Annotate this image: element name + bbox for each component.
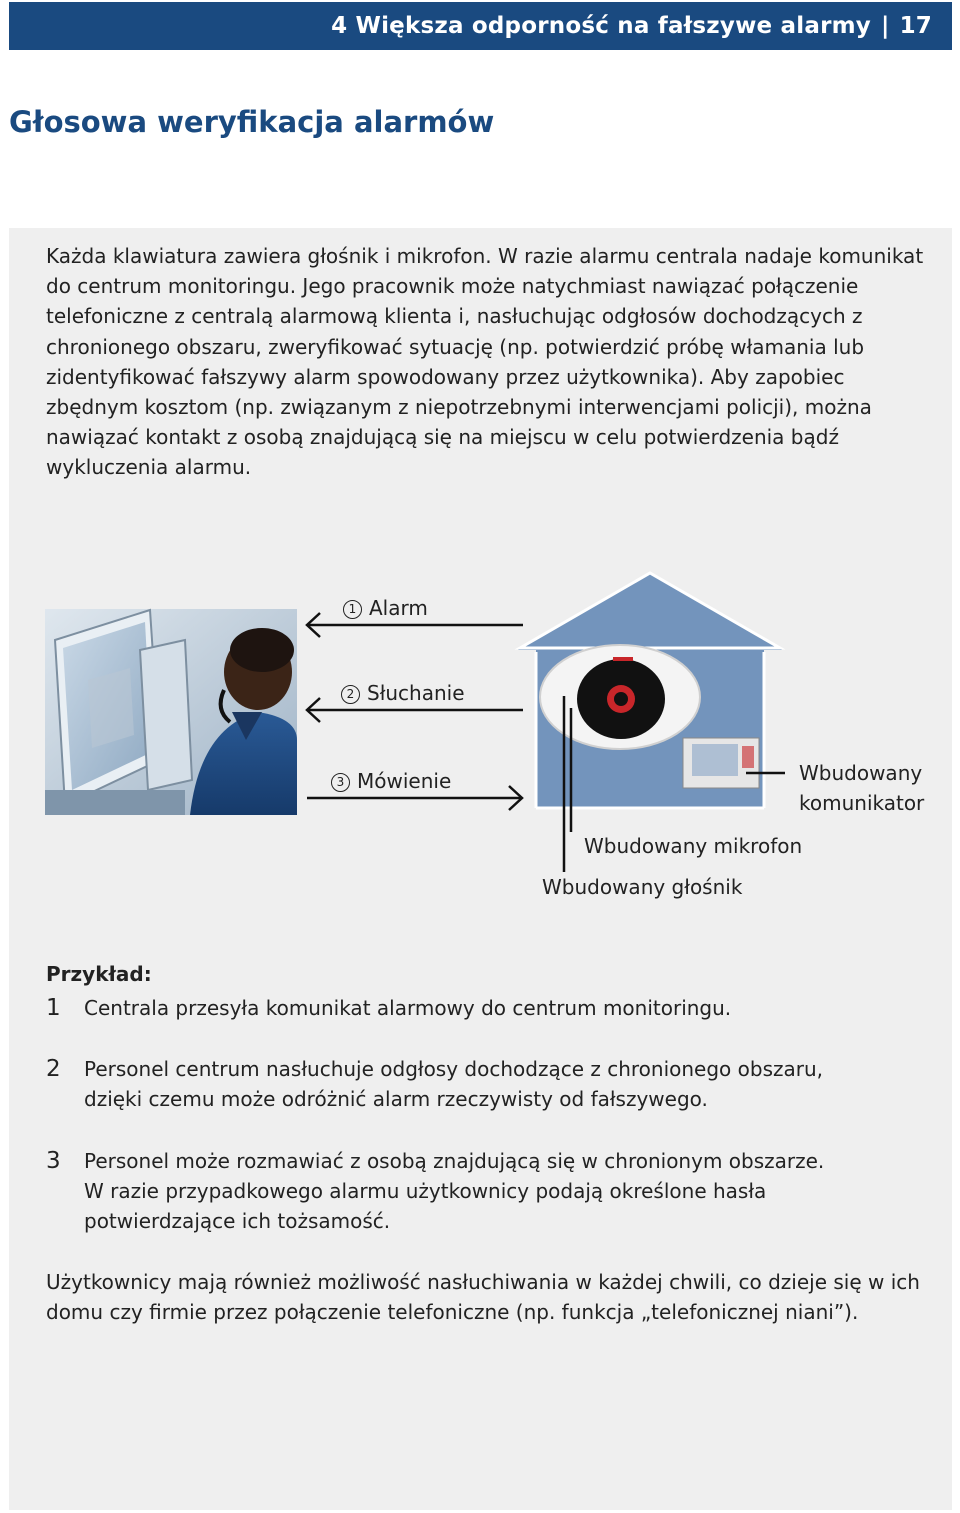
microphone-label: Wbudowany mikrofon <box>584 834 803 858</box>
list-item <box>46 1054 906 1116</box>
section-title: 4 Większa odporność na fałszywe alarmy <box>331 13 871 39</box>
closing-paragraph: Użytkownicy mają również możliwość nasłuchiwania w każdej chwili, co dzieje się w ich domu czy firmie przez połączenie telefoniczne (np. funkcja „telefonicznej niani”). <box>46 1270 920 1325</box>
item-text: Personel może rozmawiać z osobą znajdującą się w chronionym obszarze. W razie przypadkowego alarmu użytkownicy podają określone hasła potwierdzające ich tożsamość. <box>84 1149 825 1234</box>
step-speaking-label: 3 Mówienie <box>331 769 451 793</box>
page-title: Głosowa weryfikacja alarmów <box>9 105 495 139</box>
example-label: Przykład: <box>46 962 152 986</box>
item-number: 1 <box>46 995 61 1021</box>
item-text: Personel centrum nasłuchuje odgłosy dochodzące z chronionego obszaru, dzięki czemu może odróżnić alarm rzeczywisty od fałszywego. <box>84 1057 824 1112</box>
item-text: Centrala przesyła komunikat alarmowy do centrum monitoringu. <box>84 996 732 1020</box>
step-number-1: 1 <box>343 600 362 619</box>
step-number-2: 2 <box>341 685 360 704</box>
speaker-label: Wbudowany głośnik <box>542 875 743 899</box>
list-item <box>46 1146 906 1238</box>
step-alarm-label: 1 Alarm <box>343 596 428 620</box>
list-item <box>46 993 906 1025</box>
item-number: 2 <box>46 1056 61 1082</box>
page-number: 17 <box>899 13 932 39</box>
header-separator: | <box>880 13 890 39</box>
communicator-label-line2: komunikator <box>799 791 925 815</box>
step-number-3: 3 <box>331 773 350 792</box>
header-bar <box>9 2 952 50</box>
item-number: 3 <box>46 1148 61 1174</box>
intro-paragraph: Każda klawiatura zawiera głośnik i mikrofon. W razie alarmu centrala nadaje komunikat do centrum monitoringu. Jego pracownik może natychmiast nawiązać połączenie telefoniczne z centralą alarmową klienta i, nasłuchując odgłosów dochodzących z chronionego obszaru, zweryfikować sytuację (np. potwierdzić próbę włamania lub zidentyfikować fałszywy alarm spowodowany przez użytkownika). Aby zapobiec zbędnym kosztom (np. związanym z niepotrzebnymi interwencjami policji), można nawiązać kontakt z osobą znajdującą się na miejscu w celu potwierdzenia bądź wykluczenia alarmu. <box>46 244 924 480</box>
step-listening-label: 2 Słuchanie <box>341 681 465 705</box>
communicator-label-line1: Wbudowany <box>799 761 923 785</box>
